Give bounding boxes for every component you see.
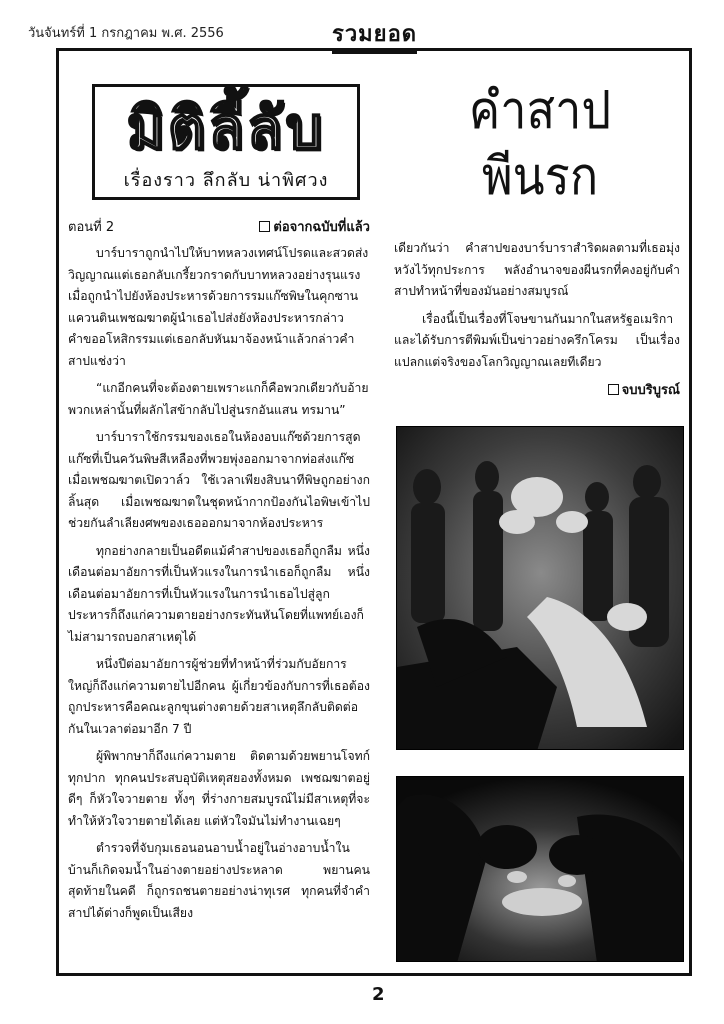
column-logo-title: มิติลี้ลับ: [126, 94, 326, 162]
paragraph: เดียวกันว่า คำสาปของบาร์บาราสำริดผลตามที่เธอมุ่งหวังไว้ทุกประการ พลังอำนาจของผีนรกที่คงอยู่กับคำสาปทำหน้าที่ของมันอย่างสมบูรณ์: [394, 241, 680, 298]
paragraph: หนึ่งปีต่อมาอัยการผู้ช่วยที่ทำหน้าที่ร่วมกับอัยการใหญ่ก็ถึงแก่ความตายไปอีกคน ผู้เกี่ยวข้องกับการที่เธอต้องถูกประหารคือคณะลูกขุนต่างตายด้วยสาเหตุลึกลับติดต่อกันในเวลาต่อมาอีก 7 ปี: [68, 657, 370, 736]
paragraph: ผู้พิพากษาก็ถึงแก่ความตาย ติดตามด้วยพยานโจทก์ทุกปาก ทุกคนประสบอุบัติเหตุสยองทั้งหมด เพชฌฆาตอยู่ดีๆ ก็หัวใจวายตาย ทั้งๆ ที่ร่างกายสมบูรณ์ไม่มีสาเหตุที่จะทำให้หัวใจวายตายได้เลย แต่หัวใจมันไม่ทำงานเฉยๆ: [68, 749, 370, 828]
end-note: จบบริบูรณ์: [394, 379, 680, 400]
article-headline: [450, 78, 630, 210]
illustration-shadow-photo: [396, 776, 684, 962]
continued-note: ต่อจากฉบับที่แล้ว: [259, 216, 370, 237]
paragraph: ตำรวจที่จับกุมเธอนอนอาบน้ำอยู่ในอ่างอาบน้ำในบ้านก็เกิดจมน้ำในอ่างตายอย่างประหลาด พยานคนสุดท้ายในคดี ก็ถูกรถชนตายอย่างน่าทุเรศ ทุกคนที่จำคำสาปได้ต่างก็พูดเป็นเสียง: [68, 841, 370, 920]
publication-logo: รวมยอด: [332, 16, 417, 54]
crowd-illustration: [397, 427, 684, 750]
headline-line-2: พีนรก: [481, 147, 599, 207]
paragraph: บาร์บาราถูกนำไปให้บาทหลวงเทศน์โปรดและสวดส่งวิญญาณแต่เธอกลับเกรี้ยวกราดกับบาทหลวงอย่างรุนแรง เมื่อถูกนำไปยังห้องประหารด้วยการรมแก๊ซพิษในคุกซานแควนตินเพชฌฆาตผู้นำเธอไปส่งยังห้องประหารกล่าวคำขออโหสิกรรมแต่เธอกลับหันมาจ้องหน้าแล้วกล่าวคำสาปแช่งว่า: [68, 246, 369, 368]
right-text-column: [394, 238, 680, 400]
issue-date: วันจันทร์ที่ 1 กรกฎาคม พ.ศ. 2556: [28, 26, 224, 41]
paragraph: บาร์บาราใช้กรรมของเธอในห้องอบแก๊ซด้วยการสูดแก๊ซที่เป็นควันพิษสีเหลืองที่พวยพุ่งออกมาจากท่อส่งแก๊ซ เมื่อเพชฌฆาตเปิดวาล์ว ใช้เวลาเพียงสิบนาทีพิษถูกอย่างกลิ้นสุด เมื่อเพชฌฆาตในชุดหน้ากากป้องกันไอพิษเข้าไปช่วยกันลำเลียงศพของเธอออกมาจากห้องประหาร: [68, 430, 370, 530]
column-logo-subtitle: เรื่องราว ลึกลับ น่าพิศวง: [123, 170, 329, 191]
column-logo-box: [92, 84, 360, 200]
paragraph: “แกอีกคนที่จะต้องตายเพราะแกก็คือพวกเดียวกับอ้ายพวกเหล่านั้นที่ผลักไสข้ากลับไปสู่นรกอันแสน ทรมาน”: [68, 381, 369, 417]
paragraph: ทุกอย่างกลายเป็นอดีตแม้คำสาปของเธอก็ถูกลืม หนึ่งเดือนต่อมาอัยการที่เป็นหัวแรงในการนำเธอก็ถูกลืม หนึ่งเดือนต่อมาอัยการที่เป็นหัวแรงในการนำเธอไปสู่ลูกประหารก็ถึงแก่ความตายอย่างกระทันหันโดยที่แพทย์เองก็ไม่สามารถบอกสาเหตุได้: [68, 543, 370, 644]
shadow-illustration: [397, 777, 684, 962]
page-number: 2: [372, 984, 385, 1005]
illustration-crowd-photo: [396, 426, 684, 750]
episode-label: ตอนที่ 2: [68, 220, 115, 235]
paragraph: เรื่องนี้เป็นเรื่องที่โจษขานกันมากในสหรัฐอเมริกาและได้รับการตีพิมพ์เป็นข่าวอย่างครึกโครม เป็นเรื่องแปลกแต่จริงของโลกวิญญาณเลยทีเดียว: [394, 311, 680, 369]
headline-line-1: คำสาป: [468, 81, 612, 141]
left-text-column: [68, 216, 370, 930]
episode-row: [68, 216, 370, 237]
